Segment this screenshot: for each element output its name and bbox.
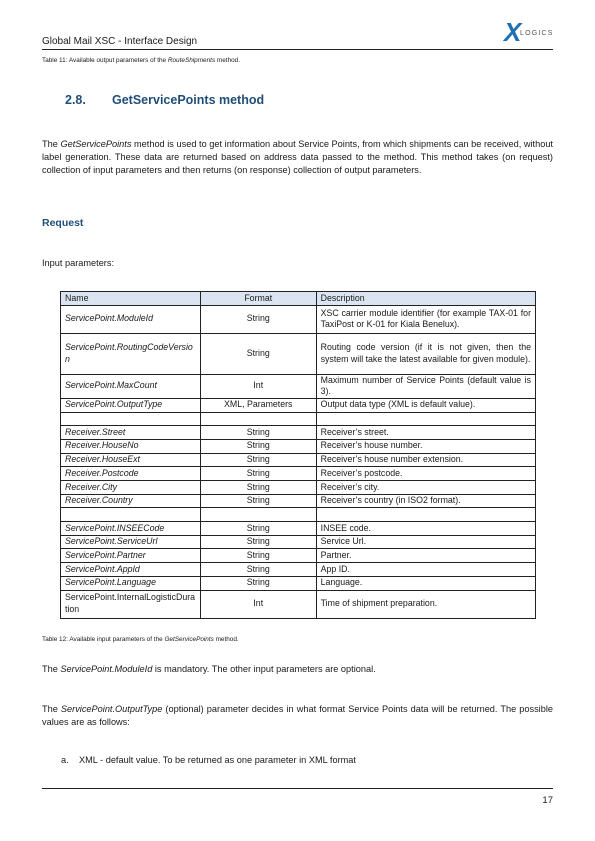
param-format-cell: XML, Parameters	[200, 398, 316, 412]
list-item	[61, 755, 356, 765]
table-row	[61, 481, 536, 495]
param-name-cell: Receiver.Street	[61, 426, 201, 440]
param-description-cell: Receiver’s postcode.	[316, 467, 535, 481]
param-name-cell: ServicePoint.MaxCount	[61, 374, 201, 398]
mandatory-note: The ServicePoint.ModuleId is mandatory. The other input parameters are optional.	[42, 664, 376, 674]
list-marker: a.	[61, 755, 69, 765]
param-description-cell	[316, 508, 535, 522]
table-11-caption: Table 11: Available output parameters of the RouteShipments method.	[42, 57, 241, 64]
param-name-cell: ServicePoint.INSEECode	[61, 522, 201, 536]
param-format-cell: String	[200, 522, 316, 536]
col-header-description: Description	[316, 292, 535, 306]
table-row	[61, 453, 536, 467]
param-description-cell: Routing code version (if it is not given, then the system will take the latest available for given module).	[316, 333, 535, 374]
param-format-cell: String	[200, 563, 316, 577]
col-header-name: Name	[61, 292, 201, 306]
table-row	[61, 535, 536, 549]
param-description-cell: Receiver’s city.	[316, 481, 535, 495]
xlogics-logo	[502, 17, 562, 49]
param-format-cell: String	[200, 439, 316, 453]
param-format-cell: String	[200, 494, 316, 508]
param-description-cell	[316, 412, 535, 426]
param-format-cell: String	[200, 333, 316, 374]
param-description-cell: INSEE code.	[316, 522, 535, 536]
table-row	[61, 439, 536, 453]
table-row	[61, 563, 536, 577]
param-name-cell: Receiver.Country	[61, 494, 201, 508]
param-name-cell: ServicePoint.AppId	[61, 563, 201, 577]
table-header-row	[61, 292, 536, 306]
section-title: GetServicePoints method	[112, 93, 265, 107]
param-description-cell: Service Url.	[316, 535, 535, 549]
param-description-cell: XSC carrier module identifier (for example TAX-01 for TaxiPost or K-01 for Kiala Benelux).	[316, 305, 535, 333]
param-format-cell: String	[200, 535, 316, 549]
param-name-cell: ServicePoint.OutputType	[61, 398, 201, 412]
table-row	[61, 333, 536, 374]
param-format-cell: Int	[200, 374, 316, 398]
footer-rule	[42, 788, 553, 789]
param-name-cell: Receiver.Postcode	[61, 467, 201, 481]
param-format-cell: String	[200, 426, 316, 440]
param-name-cell: ServicePoint.ServiceUrl	[61, 535, 201, 549]
param-name-cell	[61, 508, 201, 522]
param-description-cell: Receiver’s house number extension.	[316, 453, 535, 467]
param-format-cell: String	[200, 481, 316, 495]
table-row	[61, 426, 536, 440]
param-format-cell: Int	[200, 590, 316, 618]
table-row	[61, 494, 536, 508]
table-row	[61, 508, 536, 522]
logo-letter: X	[504, 17, 522, 47]
param-format-cell	[200, 508, 316, 522]
table-row	[61, 412, 536, 426]
section-number: 2.8.	[65, 93, 86, 107]
param-format-cell: String	[200, 549, 316, 563]
param-description-cell: Receiver’s street.	[316, 426, 535, 440]
param-description-cell: Maximum number of Service Points (default value is 3).	[316, 374, 535, 398]
param-format-cell	[200, 412, 316, 426]
table-row	[61, 467, 536, 481]
param-description-cell: Receiver’s country (in ISO2 format).	[316, 494, 535, 508]
table-row	[61, 398, 536, 412]
table-row	[61, 374, 536, 398]
section-heading	[65, 93, 264, 107]
request-heading: Request	[42, 217, 84, 229]
table-row	[61, 590, 536, 618]
param-format-cell: String	[200, 467, 316, 481]
table-row	[61, 522, 536, 536]
logo-text: LOGICS	[520, 30, 554, 37]
table-row	[61, 305, 536, 333]
param-description-cell: Output data type (XML is default value).	[316, 398, 535, 412]
table-row	[61, 549, 536, 563]
table-12-caption: Table 12: Available input parameters of the GetServicePoints method.	[42, 636, 239, 643]
table-row	[61, 576, 536, 590]
param-name-cell: ServicePoint.ModuleId	[61, 305, 201, 333]
param-name-cell	[61, 412, 201, 426]
param-format-cell: String	[200, 576, 316, 590]
param-name-cell: ServicePoint.Partner	[61, 549, 201, 563]
document-title: Global Mail XSC - Interface Design	[42, 36, 198, 47]
param-name-cell: ServicePoint.RoutingCodeVersion	[61, 333, 201, 374]
param-format-cell: String	[200, 305, 316, 333]
input-parameters-label: Input parameters:	[42, 258, 115, 268]
param-description-cell: Language.	[316, 576, 535, 590]
header-rule	[42, 49, 553, 50]
param-name-cell: Receiver.HouseNo	[61, 439, 201, 453]
param-name-cell: Receiver.City	[61, 481, 201, 495]
param-name-cell: ServicePoint.InternalLogisticDuration	[61, 590, 201, 618]
col-header-format: Format	[200, 292, 316, 306]
intro-paragraph: The GetServicePoints method is used to get information about Service Points, from which shipments can be received, without label generation. These data are returned based on address data passed to the method. This method takes (on request) collection of input parameters and then returns (on response) collection of output parameters.	[42, 139, 553, 175]
param-name-cell: ServicePoint.Language	[61, 576, 201, 590]
input-parameters-table	[60, 291, 536, 619]
page-number: 17	[542, 795, 553, 806]
param-description-cell: Partner.	[316, 549, 535, 563]
param-description-cell: App ID.	[316, 563, 535, 577]
param-description-cell: Receiver’s house number.	[316, 439, 535, 453]
list-text: XML - default value. To be returned as one parameter in XML format	[79, 755, 356, 765]
param-format-cell: String	[200, 453, 316, 467]
param-name-cell: Receiver.HouseExt	[61, 453, 201, 467]
param-description-cell: Time of shipment preparation.	[316, 590, 535, 618]
output-type-paragraph: The ServicePoint.OutputType (optional) parameter decides in what format Service Points data will be returned. The possible values are as follows:	[42, 704, 553, 727]
